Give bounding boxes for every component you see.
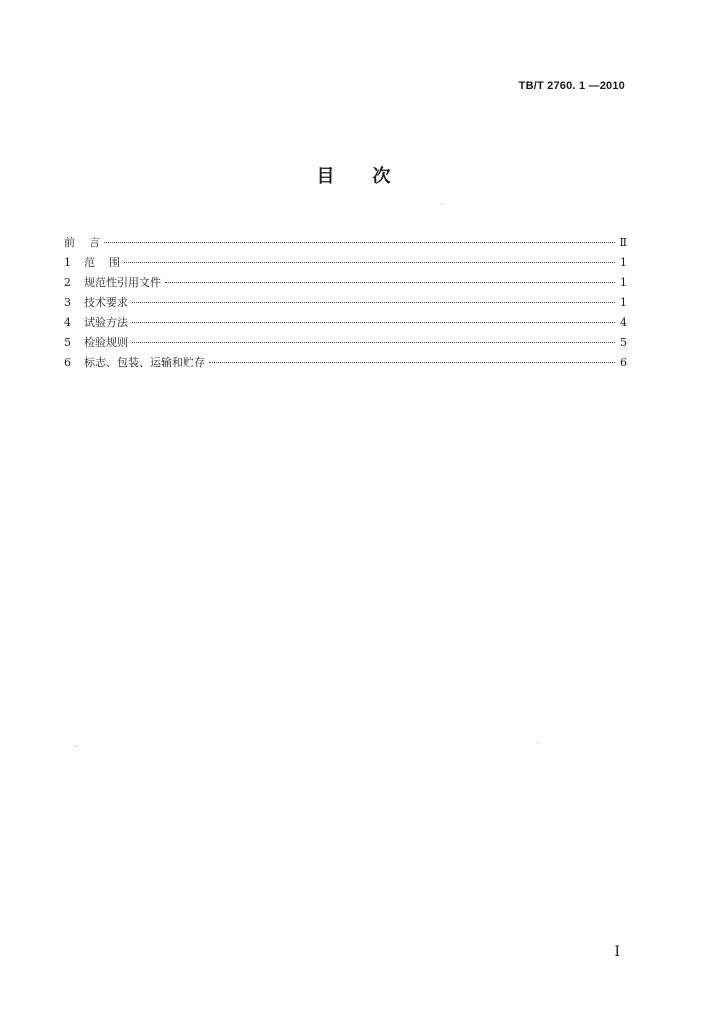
toc-entry-page: 5 xyxy=(620,336,627,349)
page-number: I xyxy=(614,944,620,960)
toc-entry-label: 规范性引用文件 xyxy=(84,276,161,289)
table-of-contents xyxy=(64,233,627,373)
toc-entry-page: 1 xyxy=(620,256,627,269)
toc-entry-number: 6 xyxy=(64,356,71,369)
toc-entry-number: 3 xyxy=(64,296,71,309)
toc-entry-label: 前 言 xyxy=(64,236,100,249)
toc-entry-scope[interactable] xyxy=(64,253,627,273)
toc-entry-number: 4 xyxy=(64,316,71,329)
toc-entry-technical-requirements[interactable] xyxy=(64,293,627,313)
toc-entry-page: 1 xyxy=(620,296,627,309)
standard-code: TB/T 2760. 1 —2010 xyxy=(518,80,625,92)
toc-entry-page: 4 xyxy=(620,316,627,329)
toc-entry-label: 技术要求 xyxy=(84,296,128,309)
toc-entry-inspection-rules[interactable] xyxy=(64,333,627,353)
dot-leader xyxy=(104,242,615,243)
toc-entry-number: 2 xyxy=(64,276,71,289)
toc-entry-test-methods[interactable] xyxy=(64,313,627,333)
toc-entry-label: 检验规则 xyxy=(84,336,128,349)
toc-entry-label: 标志、包装、运输和贮存 xyxy=(84,356,205,369)
dot-leader xyxy=(165,282,615,283)
dot-leader xyxy=(132,342,615,343)
toc-entry-number: 1 xyxy=(64,256,71,269)
title-char-2: 次 xyxy=(372,166,391,187)
scan-speck xyxy=(441,203,442,204)
dot-leader xyxy=(124,262,615,263)
dot-leader xyxy=(132,322,615,323)
scan-speck xyxy=(537,742,538,743)
toc-entry-page: 6 xyxy=(620,356,627,369)
title-char-1: 目 xyxy=(316,166,335,187)
toc-entry-label: 范 围 xyxy=(84,256,120,269)
toc-entry-label: 试验方法 xyxy=(84,316,128,329)
dot-leader xyxy=(132,302,615,303)
page-title xyxy=(0,162,707,188)
toc-entry-normative-references[interactable] xyxy=(64,273,627,293)
dot-leader xyxy=(209,362,615,363)
scan-speck xyxy=(76,746,77,747)
toc-entry-number: 5 xyxy=(64,336,71,349)
toc-entry-marking-packaging-transport-storage[interactable] xyxy=(64,353,627,373)
toc-entry-page: Ⅱ xyxy=(619,236,627,249)
toc-entry-foreword[interactable] xyxy=(64,233,627,253)
toc-entry-page: 1 xyxy=(620,276,627,289)
